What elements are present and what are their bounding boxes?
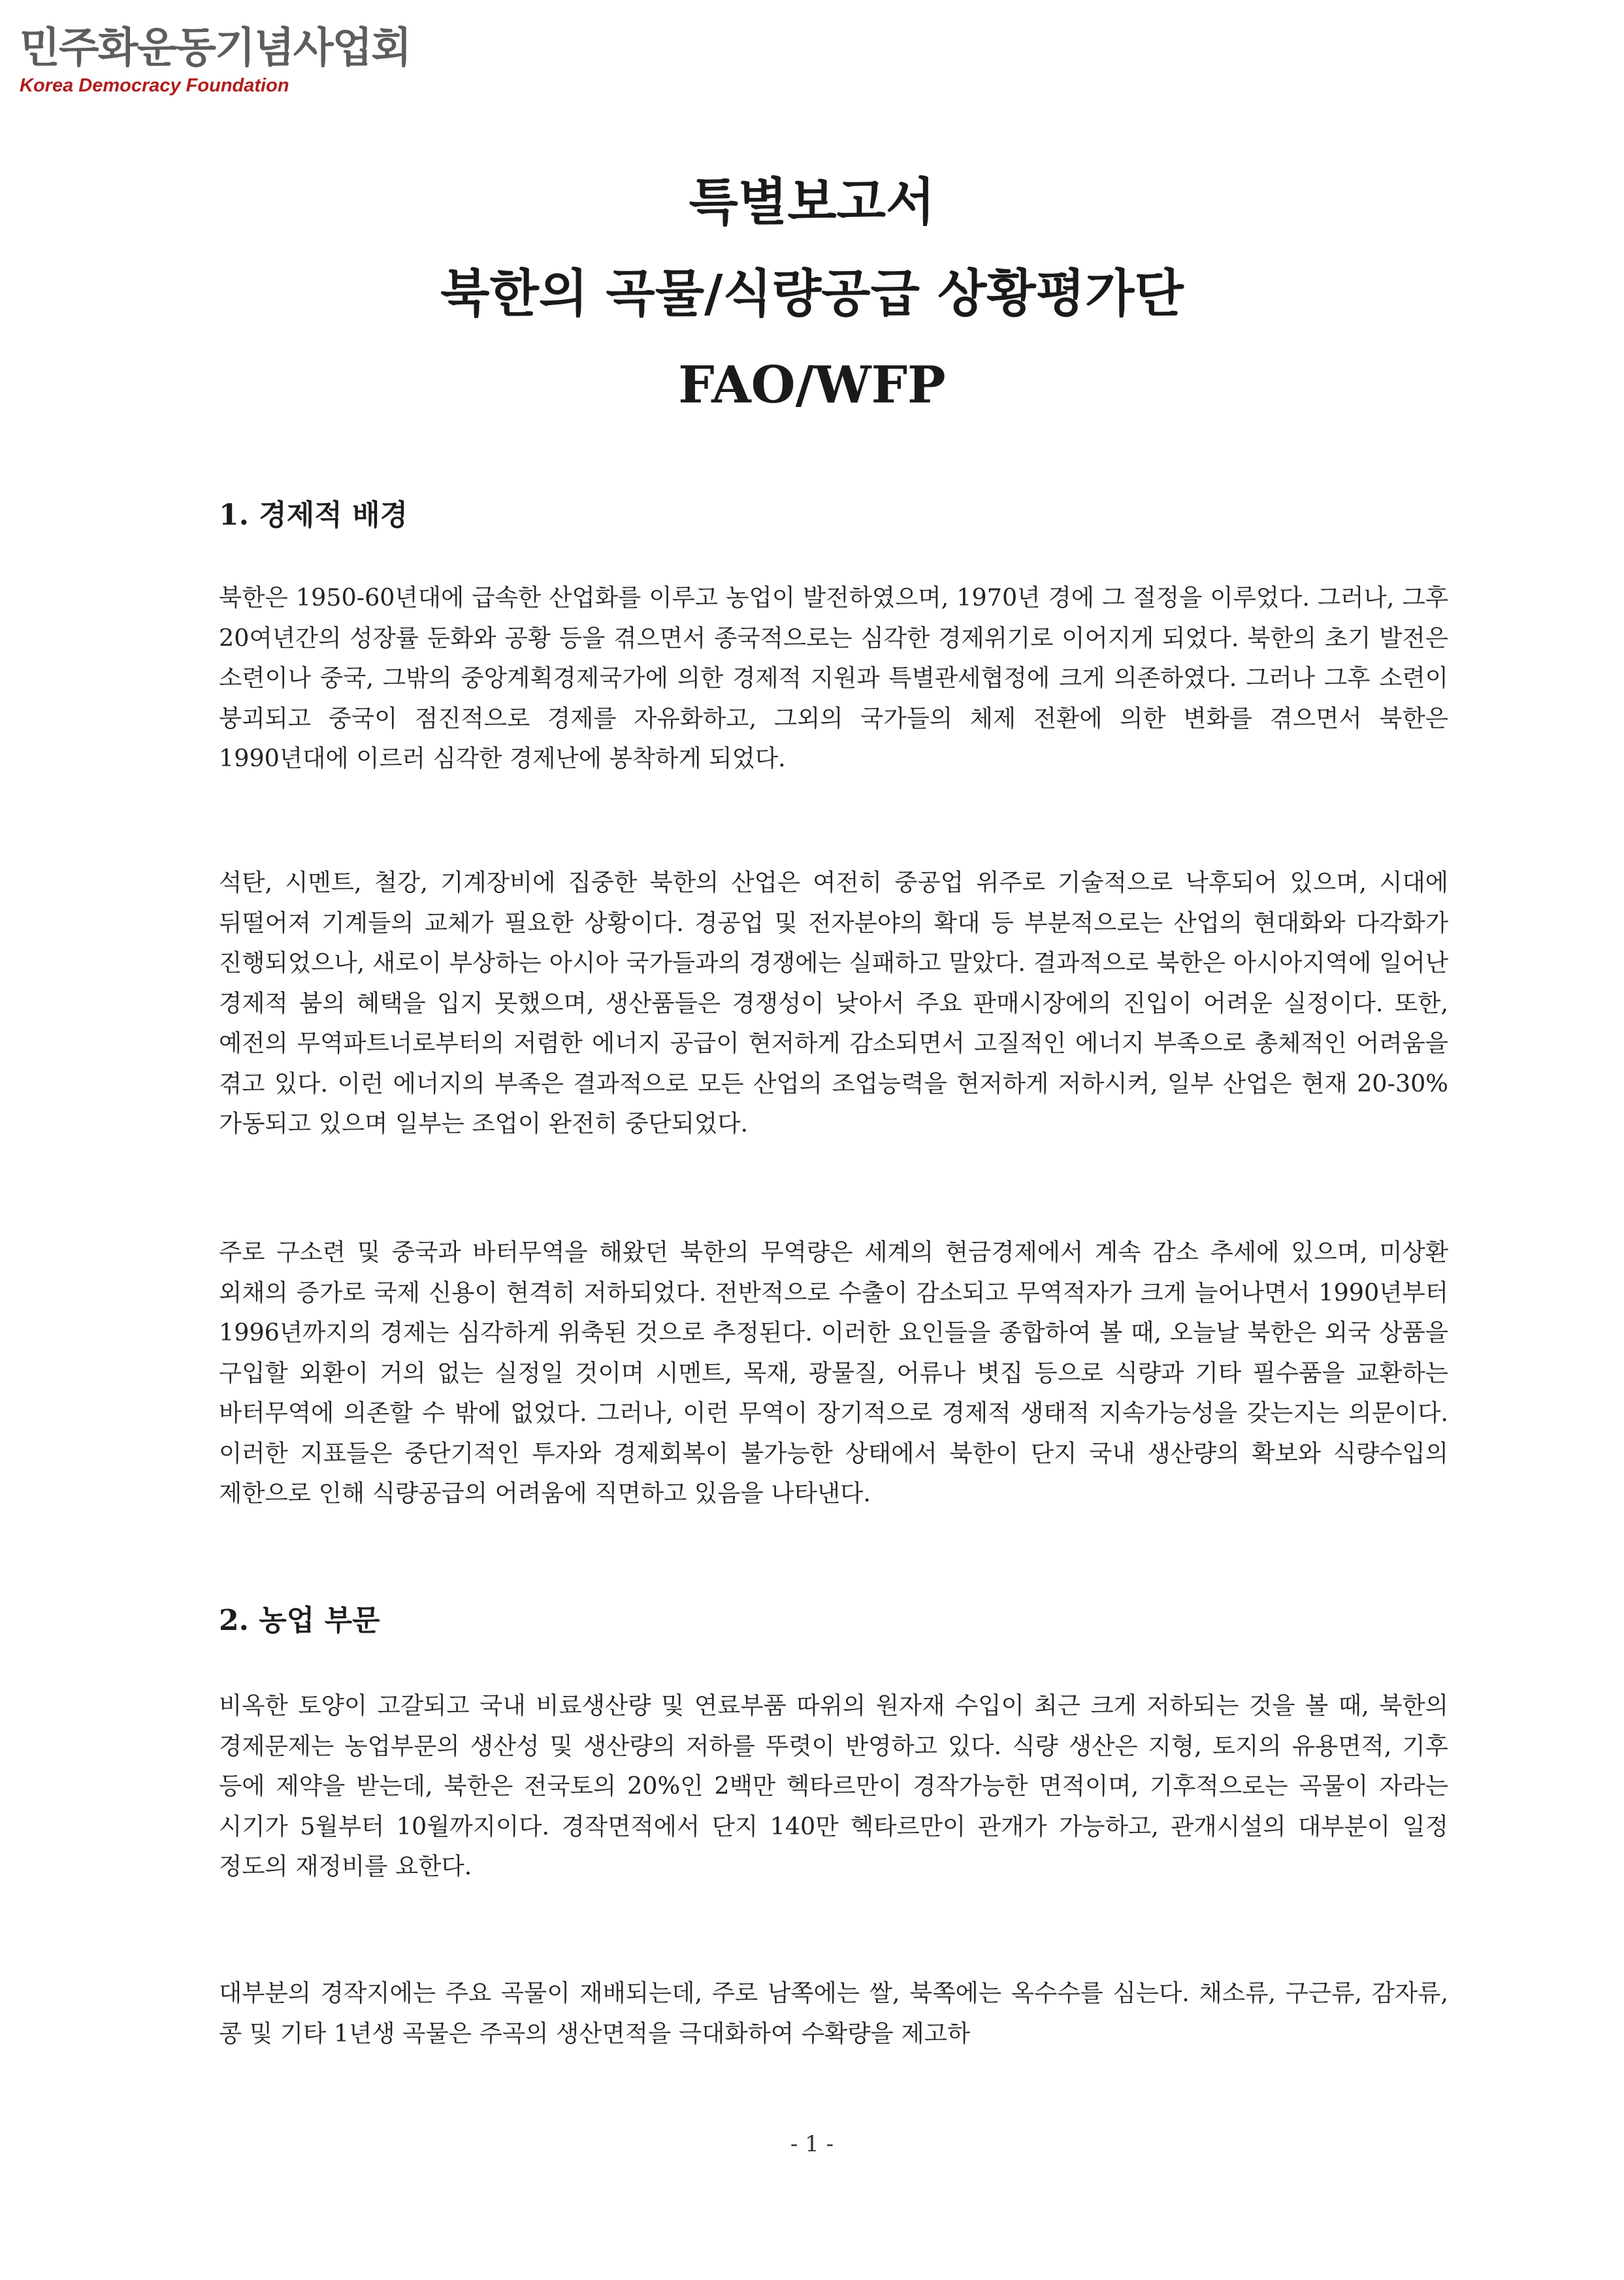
paragraph-agriculture-2: 대부분의 경작지에는 주요 곡물이 재배되는데, 주로 남쪽에는 쌀, 북쪽에는 옥수수를 심는다. 채소류, 구근류, 감자류, 콩 및 기타 1년생 곡물은 주곡의 생산면적을 극대화하여 수확량을 제고하 (219, 1979, 1448, 2047)
logo-english-text: Korea Democracy Foundation (20, 75, 289, 96)
title-line-1: 특별보고서 (689, 172, 935, 232)
paragraph-economic-3: 주로 구소련 및 중국과 바터무역을 해왔던 북한의 무역량은 세계의 현금경제에서 계속 감소 추세에 있으며, 미상환 외채의 증가로 국제 신용이 현격히 저하되었다. 전반적으로 수출이 감소되고 무역적자가 크게 늘어나면서 1990년부터 1996년까지의 경제는 심각하게 위축된 것으로 추정된다. 이러한 요인들을 종합하여 볼 때, 오늘날 북한은 외국 상품을 구입할 외환이 거의 없는 실정일 것이며 시멘트, 목재, 광물질, 어류나 볏집 등으로 식량과 기타 필수품을 교환하는 바터무역에 의존할 수 밖에 없었다. 그러나, 이런 무역이 장기적으로 경제적 생태적 지속가능성을 갖는지는 의문이다. 이러한 지표들은 중단기적인 투자와 경제회복이 불가능한 상태에서 북한이 단지 국내 생산량의 확보와 식량수입의 제한으로 인해 식량공급의 어려움에 직면하고 있음을 나타낸다. (219, 1238, 1448, 1507)
title-line-2: 북한의 곡물/식량공급 상황평가단 (440, 264, 1184, 323)
foundation-logo (20, 22, 411, 97)
page-number: - 1 - (790, 2131, 834, 2157)
paragraph-agriculture-1: 비옥한 토양이 고갈되고 국내 비료생산량 및 연료부품 따위의 원자재 수입이 최근 크게 저하되는 것을 볼 때, 북한의 경제문제는 농업부문의 생산성 및 생산량의 저하를 뚜렷이 반영하고 있다. 식량 생산은 지형, 토지의 유용면적, 기후 등에 제약을 받는데, 북한은 전국토의 20%인 2백만 헥타르만이 경작가능한 면적이며, 기후적으로는 곡물이 자라는 시기가 5월부터 10월까지이다. 경작면적에서 단지 140만 헥타르만이 관개가 가능하고, 관개시설의 대부분이 일정 정도의 재정비를 요한다. (219, 1691, 1448, 1880)
paragraph-economic-1: 북한은 1950-60년대에 급속한 산업화를 이루고 농업이 발전하였으며, 1970년 경에 그 절정을 이루었다. 그러나, 그후 20여년간의 성장률 둔화와 공황 등을 겪으면서 종국적으로는 심각한 경제위기로 이어지게 되었다. 북한의 초기 발전은 소련이나 중국, 그밖의 중앙계획경제국가에 의한 경제적 지원과 특별관세협정에 크게 의존하였다. 그러나 그후 소련이 붕괴되고 중국이 점진적으로 경제를 자유화하고, 그외의 국가들의 체제 전환에 의한 변화를 겪으면서 북한은 1990년대에 이르러 심각한 경제난에 봉착하게 되었다. (219, 583, 1448, 772)
section-heading-agriculture: 2. 농업 부문 (219, 1604, 380, 1637)
logo-korean-text: 민주화운동기념사업회 (20, 24, 411, 73)
section-heading-economic-background: 1. 경제적 배경 (219, 498, 408, 532)
document-title (0, 157, 1624, 431)
paragraph-economic-2: 석탄, 시멘트, 철강, 기계장비에 집중한 북한의 산업은 여전히 중공업 위주로 기술적으로 낙후되어 있으며, 시대에 뒤떨어져 기계들의 교체가 필요한 상황이다. 경공업 및 전자분야의 확대 등 부분적으로는 산업의 현대화와 다각화가 진행되었으나, 새로이 부상하는 아시아 국가들과의 경쟁에는 실패하고 말았다. 결과적으로 북한은 아시아지역에 일어난 경제적 붐의 혜택을 입지 못했으며, 생산품들은 경쟁성이 낮아서 주요 판매시장에의 진입이 어려운 실정이다. 또한, 예전의 무역파트너로부터의 저렴한 에너지 공급이 현저하게 감소되면서 고질적인 에너지 부족으로 총체적인 어려움을 겪고 있다. 이런 에너지의 부족은 결과적으로 모든 산업의 조업능력을 현저하게 저하시켜, 일부 산업은 현재 20-30% 가동되고 있으며 일부는 조업이 완전히 중단되었다. (219, 868, 1448, 1137)
title-line-3: FAO/WFP (678, 355, 946, 415)
